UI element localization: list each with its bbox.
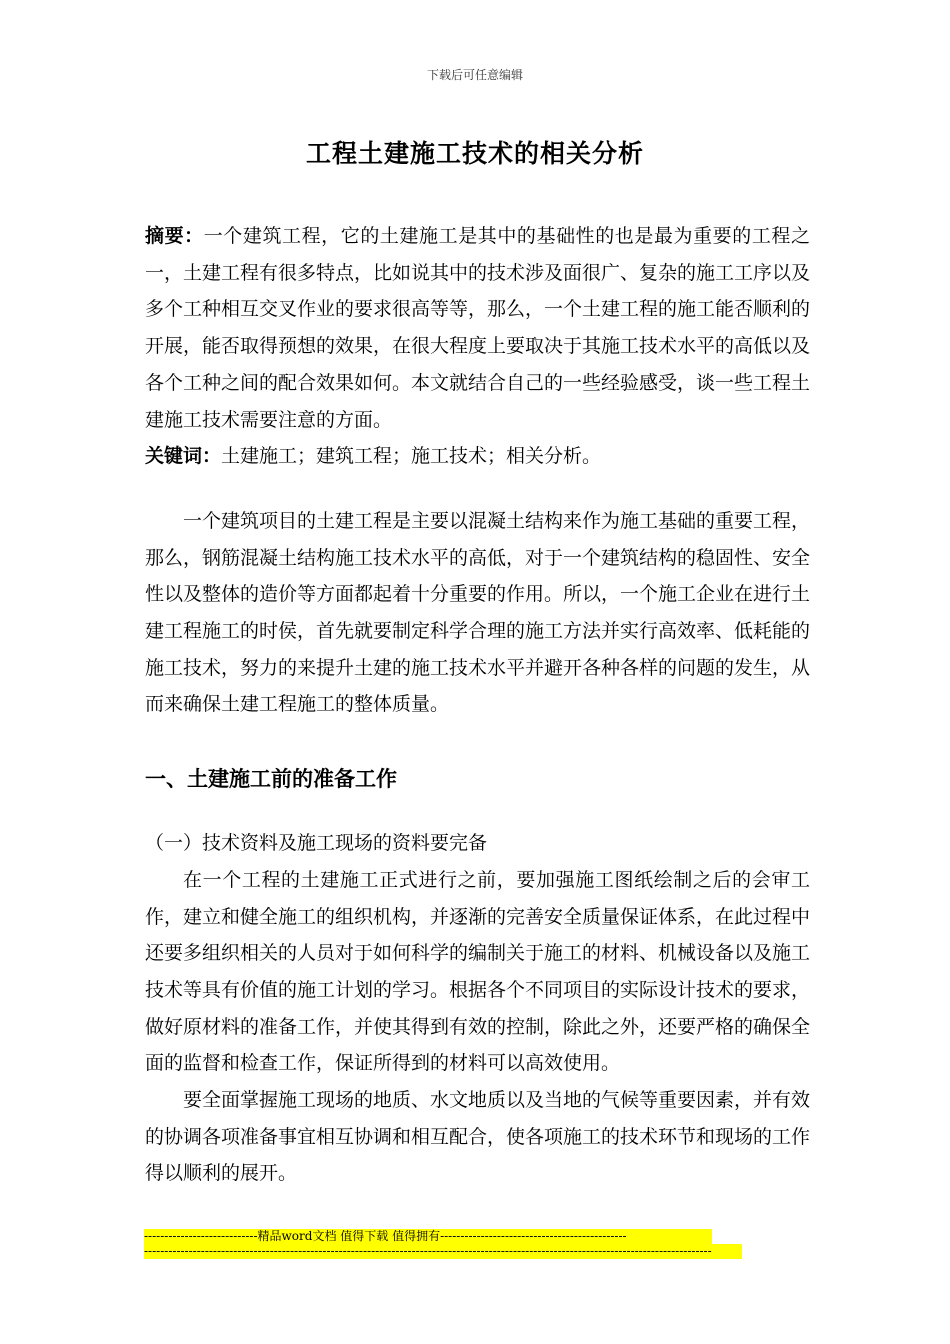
body-paragraph-2: 要全面掌握施工现场的地质、水文地质以及当地的气候等重要因素，并有效的协调各项准备事宜相互协调和相互配合，使各项施工的技术环节和现场的工作得以顺利的展开。 xyxy=(145,1089,811,1185)
spacer xyxy=(145,723,810,761)
keywords-text: 土建施工；建筑工程；施工技术；相关分析。 xyxy=(221,445,602,468)
footer-banner xyxy=(144,1229,742,1259)
subsection-heading-1: （一）技术资料及施工现场的资料要完备 xyxy=(145,832,488,855)
document-body xyxy=(145,218,810,1192)
keywords xyxy=(145,438,810,475)
spacer xyxy=(145,475,810,503)
keywords-label: 关键词： xyxy=(145,445,222,468)
document-title: 工程土建施工技术的相关分析 xyxy=(305,139,644,168)
section-heading-1: 一、土建施工前的准备工作 xyxy=(145,767,397,792)
body-paragraph-1: 在一个工程的土建施工正式进行之前，要加强施工图纸绘制之后的会审工作，建立和健全施工的组织机构，并逐渐的完善安全质量保证体系，在此过程中还要多组织相关的人员对于如何科学的编制关于施工的材料、机械设备以及施工技术等具有价值的施工计划的学习。根据各个不同项目的实际设计技术的要求，做好原材料的准备工作，并使其得到有效的控制，除此之外，还要严格的确保全面的监督和检查工作，保证所得到的材料可以高效使用。 xyxy=(145,868,811,1075)
footer-line-1: ----------------------------精品word文档 值得下载 值得拥有---------------------------------------------- xyxy=(144,1229,712,1244)
header-note: 下载后可任意编辑 xyxy=(426,68,523,82)
footer-line-2: -------------------------------------------------------------------------------------------------------------------------------------------- xyxy=(144,1244,742,1259)
spacer xyxy=(145,797,810,825)
abstract-text: 一个建筑工程，它的土建施工是其中的基础性的也是最为重要的工程之一，土建工程有很多特点，比如说其中的技术涉及面很广、复杂的施工工序以及多个工种相互交叉作业的要求很高等等，那么，一个土建工程的施工能否顺利的开展，能否取得预想的效果，在很大程度上要取决于其施工技术水平的高低以及各个工种之间的配合效果如何。本文就结合自己的一些经验感受，谈一些工程土建施工技术需要注意的方面。 xyxy=(145,225,811,431)
abstract xyxy=(145,218,810,438)
intro-paragraph: 一个建筑项目的土建工程是主要以混凝土结构来作为施工基础的重要工程，那么，钢筋混凝土结构施工技术水平的高低，对于一个建筑结构的稳固性、安全性以及整体的造价等方面都起着十分重要的作用。所以，一个施工企业在进行土建工程施工的时侯，首先就要制定科学合理的施工方法并实行高效率、低耗能的施工技术，努力的来提升土建的施工技术水平并避开各种各样的问题的发生，从而来确保土建工程施工的整体质量。 xyxy=(145,509,811,716)
abstract-label: 摘要： xyxy=(145,225,204,247)
